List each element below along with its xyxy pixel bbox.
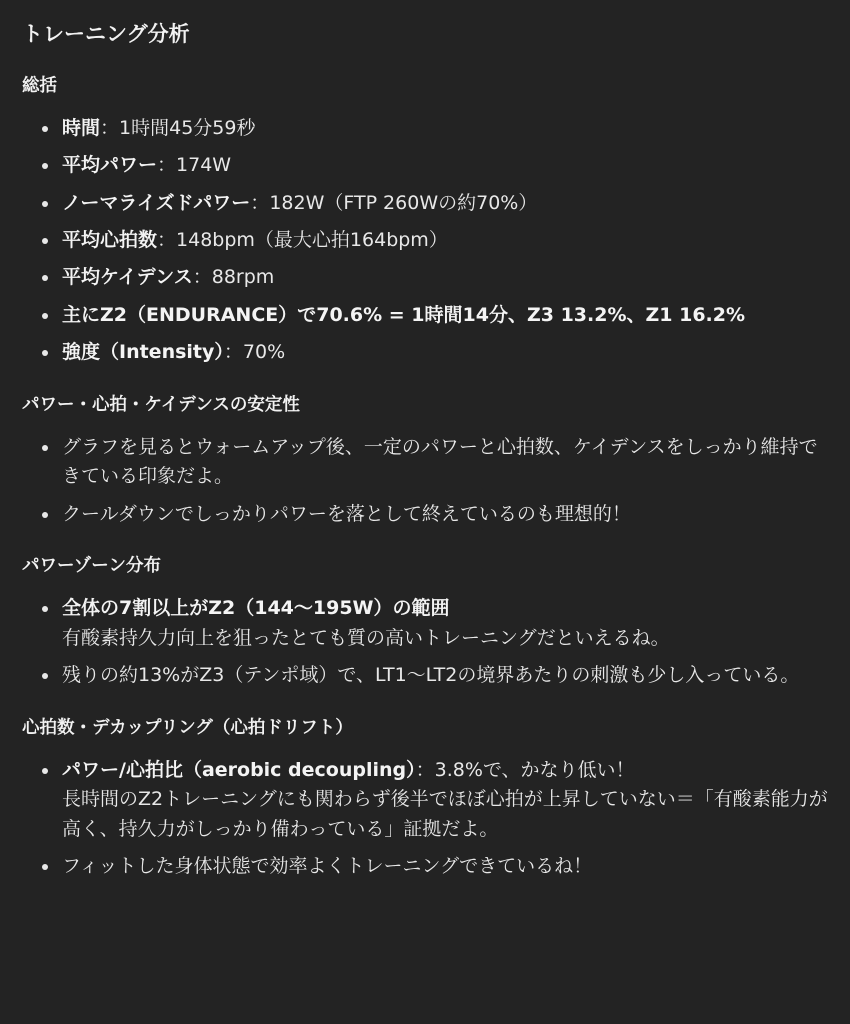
list-item (20, 151, 830, 180)
list-item (20, 301, 830, 330)
list-item (20, 594, 830, 653)
item-separator: ： (192, 266, 212, 289)
item-label: 強度（Intensity） (62, 341, 224, 364)
list-item (20, 226, 830, 255)
list-item (20, 263, 830, 292)
stability-list (20, 433, 830, 529)
item-value: 3.8%で、かなり低い！ (434, 758, 635, 781)
item-text: 有酸素持久力向上を狙ったとても質の高いトレーニングだといえるね。 (62, 626, 670, 649)
decoupling-heading: 心拍数・デカップリング（心拍ドリフト） (22, 717, 353, 738)
decoupling-section (20, 715, 830, 882)
summary-heading: 総括 (22, 75, 57, 96)
item-label: 全体の7割以上がZ2（144〜195W）の範囲 (62, 597, 450, 620)
summary-section (20, 73, 830, 368)
item-separator: ： (157, 154, 177, 177)
item-separator: ： (415, 758, 435, 781)
list-item (20, 114, 830, 143)
list-item (20, 756, 830, 844)
item-separator: ： (100, 116, 120, 139)
item-value: 70% (242, 341, 286, 364)
page-title: トレーニング分析 (22, 22, 190, 46)
item-value: 148bpm（最大心拍164bpm） (176, 228, 448, 251)
decoupling-list (20, 756, 830, 882)
item-label: 主にZ2（ENDURANCE）で70.6% = 1時間14分、Z3 13.2%、Z1 16.2% (62, 303, 746, 326)
item-label: 平均ケイデンス (62, 266, 193, 289)
item-label: ノーマライズドパワー (62, 191, 251, 214)
item-value: 88rpm (211, 266, 275, 289)
item-label: 平均心拍数 (62, 228, 158, 251)
item-label: パワー/心拍比（aerobic decoupling） (62, 758, 416, 781)
item-value: 1時間45分59秒 (119, 116, 256, 139)
zones-heading: パワーゾーン分布 (22, 556, 161, 577)
item-value: 182W（FTP 260Wの約70%） (269, 191, 538, 214)
list-item: クールダウンでしっかりパワーを落として終えているのも理想的！ (20, 500, 830, 529)
item-separator: ： (223, 341, 243, 364)
item-text: 長時間のZ2トレーニングにも関わらず後半でほぼ心拍が上昇していない＝「有酸素能力が高く、持久力がしっかり備わっている」証拠だよ。 (62, 788, 828, 840)
list-item: フィットした身体状態で効率よくトレーニングできているね！ (20, 852, 830, 881)
item-separator: ： (250, 191, 270, 214)
item-label: 平均パワー (62, 154, 158, 177)
list-item: 残りの約13%がZ3（テンポ域）で、LT1〜LT2の境界あたりの刺激も少し入っている。 (20, 661, 830, 690)
zones-section (20, 553, 830, 690)
item-separator: ： (157, 228, 177, 251)
summary-list (20, 114, 830, 368)
list-item (20, 189, 830, 218)
item-value: 174W (176, 154, 232, 177)
stability-section (20, 392, 830, 529)
list-item (20, 338, 830, 367)
stability-heading: パワー・心拍・ケイデンスの安定性 (22, 394, 300, 415)
item-label: 時間 (62, 116, 101, 139)
list-item: グラフを見るとウォームアップ後、一定のパワーと心拍数、ケイデンスをしっかり維持できている印象だよ。 (20, 433, 830, 492)
zones-list (20, 594, 830, 690)
